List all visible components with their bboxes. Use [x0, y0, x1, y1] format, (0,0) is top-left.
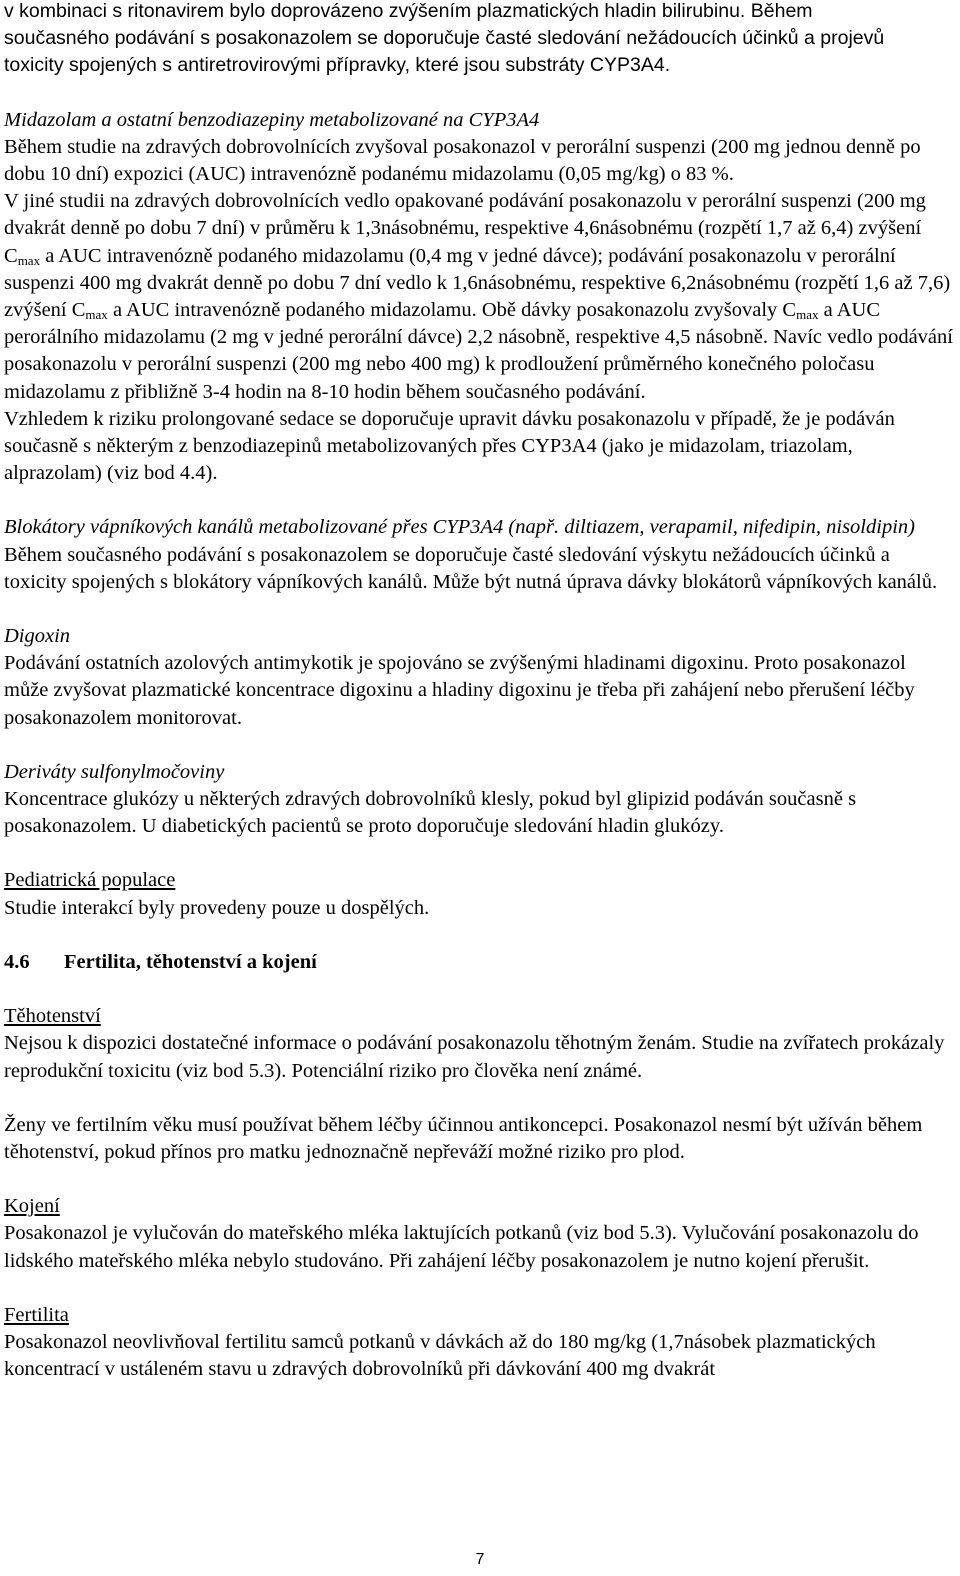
text-run: a AUC intravenózně podaného midazolamu. Obě dávky posakonazolu zvyšovaly C [107, 299, 797, 322]
section-title: Fertilita, těhotenství a kojení [64, 950, 317, 973]
intro-line: toxicity spojených s antiretrovirovými přípravky, které jsou substráty CYP3A4. [4, 54, 671, 77]
text-run: V jiné studii na zdravých dobrovolnících vedlo opakované podávání posakonazolu v perorální suspenzi (200 mg dvakrát denně po dobu 7 dní) v průměru k 1,3násobnému, respektive 4,6násobnému (rozpětí 1,7 až 6,4) zvýšení C [4, 190, 926, 267]
digoxin-heading: Digoxin [4, 625, 71, 648]
subscript-max: max [17, 252, 41, 268]
pregnancy-heading-text: Těhotenství [4, 1005, 101, 1028]
digoxin-paragraph: Podávání ostatních azolových antimykotik je spojováno se zvýšenými hladinami digoxinu. Proto posakonazol může zvyšovat plazmatické koncentrace digoxinu a hladiny digoxinu je třeba při zahájení nebo přerušení léčby posakonazolem monitorovat. [4, 652, 915, 729]
intro-paragraph [4, 0, 954, 80]
calcium-blockers-paragraph: Během současného podávání s posakonazolem se doporučuje časté sledování výskytu nežádoucích účinků a toxicity spojených s blokátory vápníkových kanálů. Může být nutná úprava dávky blokátorů vápníkových kanálů. [4, 543, 938, 593]
breastfeeding-paragraph: Posakonazol je vylučován do mateřského mléka laktujících potkanů (viz bod 5.3). Vylučování posakonazolu do lidského mateřského mléka nebylo studováno. Při zahájení léčby posakonazolem je nutno kojení přerušit. [4, 1222, 919, 1272]
pregnancy-paragraph-1: Nejsou k dispozici dostatečné informace o podávání posakonazolu těhotným ženám. Studie na zvířatech prokázaly reprodukční toxicitu (viz bod 5.3). Potenciální riziko pro člověka není známé. [4, 1032, 945, 1082]
text-run: a AUC perorálního midazolamu (2 mg v jedné perorální dávce) 2,2 násobně, respektive 4,5 násobně. Navíc vedlo podávání posakonazolu v perorální suspenzi (200 mg nebo 400 mg) k prodloužení průměrného konečného poločasu midazolamu z přibližně 3-4 hodin na 8-10 hodin během současného podávání. [4, 299, 953, 403]
text-run: a AUC intravenózně podaného midazolamu (0,4 mg v jedné dávce); podávání posakonazolu v perorální suspenzi 400 mg dvakrát denně po dobu 7 dní vedlo k 1,6násobnému, respektive 6,2násobnému (rozpětí 1,6 až 7,6) zvýšení C [4, 244, 951, 322]
pediatric-heading-text: Pediatrická populace [4, 869, 176, 892]
midazolam-paragraph-2 [4, 188, 954, 406]
fertility-heading-text: Fertilita [4, 1303, 69, 1326]
pregnancy-paragraph-2: Ženy ve fertilním věku musí používat během léčby účinnou antikoncepci. Posakonazol nesmí být užíván během těhotenství, pokud přínos pro matku jednoznačně nepřeváží možné riziko pro plod. [4, 1113, 923, 1163]
breastfeeding-heading [4, 1193, 954, 1220]
pediatric-heading [4, 867, 954, 894]
subscript-max: max [85, 307, 108, 323]
document-page [4, 0, 954, 1383]
intro-line: současného podávání s posakonazolem se doporučuje časté sledování nežádoucích účinků a projevů [4, 27, 885, 50]
fertility-paragraph: Posakonazol neovlivňoval fertilitu samců potkanů v dávkách až do 180 mg/kg (1,7násobek plazmatických koncentrací v ustáleném stavu u zdravých dobrovolníků při dávkování 400 mg dvakrát [4, 1330, 876, 1381]
midazolam-paragraph-3: Vzhledem k riziku prolongované sedace se doporučuje upravit dávku posakonazolu v případě, že je podáván současně s některým z benzodiazepinů metabolizovaných přes CYP3A4 (jako je midazolam, triazolam, alprazolam) (viz bod 4.4). [4, 407, 895, 485]
midazolam-paragraph-1: Během studie na zdravých dobrovolnících zvyšoval posakonazol v perorální suspenzi (200 mg jednou denně po dobu 10 dní) expozici (AUC) intravenózně podanému midazolamu (0,05 mg/kg) o 83 %. [4, 135, 921, 186]
midazolam-heading: Midazolam a ostatní benzodiazepiny metabolizované na CYP3A4 [4, 108, 540, 131]
breastfeeding-heading-text: Kojení [4, 1195, 60, 1218]
pediatric-paragraph: Studie interakcí byly provedeny pouze u dospělých. [4, 896, 430, 919]
section-heading [4, 949, 954, 976]
page-number: 7 [475, 1551, 485, 1568]
pregnancy-heading [4, 1003, 954, 1030]
sulfonylurea-paragraph: Koncentrace glukózy u některých zdravých dobrovolníků klesly, pokud byl glipizid podáván současně s posakonazolem. U diabetických pacientů se proto doporučuje sledování hladin glukózy. [4, 788, 857, 838]
section-number: 4.6 [4, 950, 30, 973]
fertility-heading [4, 1302, 954, 1329]
sulfonylurea-heading: Deriváty sulfonylmočoviny [4, 760, 225, 783]
intro-line: v kombinaci s ritonavirem bylo doprovázeno zvýšením plazmatických hladin bilirubinu. Během [4, 0, 813, 22]
calcium-blockers-heading: Blokátory vápníkových kanálů metabolizované přes CYP3A4 (např. diltiazem, verapamil, nifedipin, nisoldipin) [4, 516, 915, 539]
subscript-max: max [796, 307, 819, 323]
